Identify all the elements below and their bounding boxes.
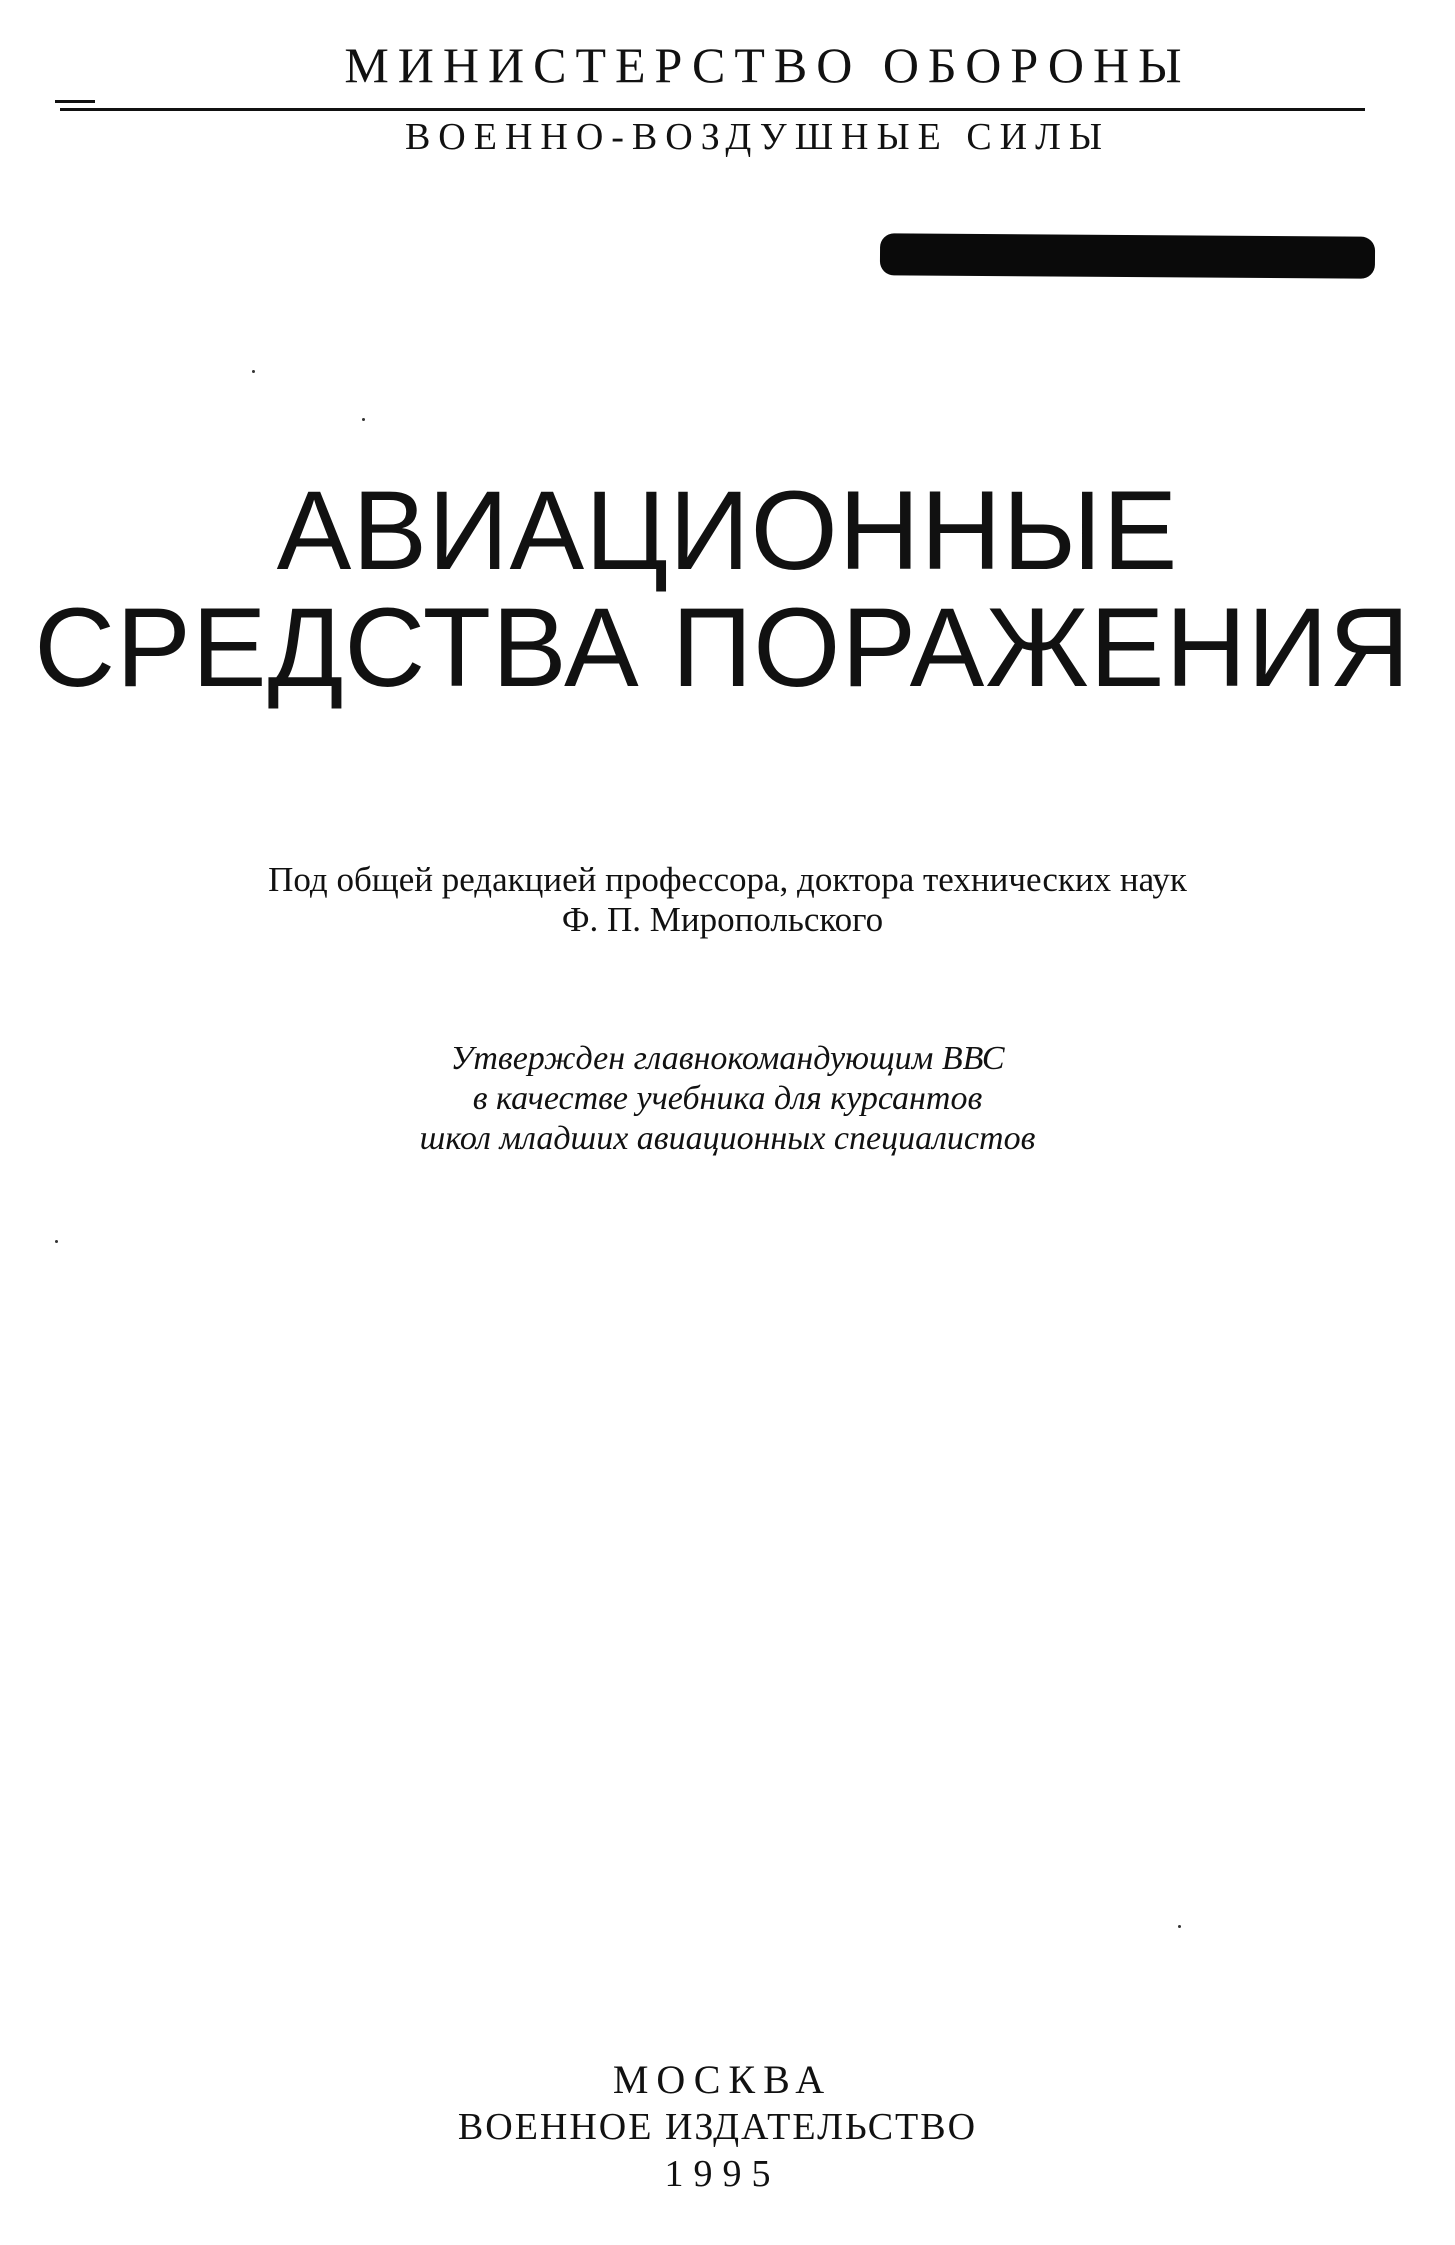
editor-name: Ф. П. Миропольского xyxy=(561,900,884,939)
approval-line-1: Утвержден главнокомандующим ВВС xyxy=(450,1040,1005,1077)
ministry-heading: МИНИСТЕРСТВО ОБОРОНЫ xyxy=(344,37,1191,93)
imprint-publisher: ВОЕННОЕ ИЗДАТЕЛЬСТВО xyxy=(457,2106,978,2148)
book-title-line-1: АВИАЦИОННЫЕ xyxy=(276,468,1179,593)
imprint-year: 1995 xyxy=(664,2153,781,2195)
scan-speck xyxy=(362,418,365,421)
header-rule-mark xyxy=(55,100,95,103)
scan-speck xyxy=(252,370,255,373)
editorship-line: Под общей редакцией профессора, доктора технических наук xyxy=(268,860,1187,899)
scan-speck xyxy=(1178,1925,1181,1928)
scan-speck xyxy=(55,1240,58,1243)
imprint-city: МОСКВА xyxy=(612,2057,833,2102)
header-rule xyxy=(60,108,1365,111)
approval-line-3: школ младших авиационных специалистов xyxy=(419,1120,1036,1157)
redaction-bar xyxy=(880,233,1375,278)
book-title-line-2: СРЕДСТВА ПОРАЖЕНИЯ xyxy=(34,585,1411,710)
approval-line-2: в качестве учебника для курсантов xyxy=(472,1080,983,1117)
branch-heading: ВОЕННО-ВОЗДУШНЫЕ СИЛЫ xyxy=(404,116,1111,158)
